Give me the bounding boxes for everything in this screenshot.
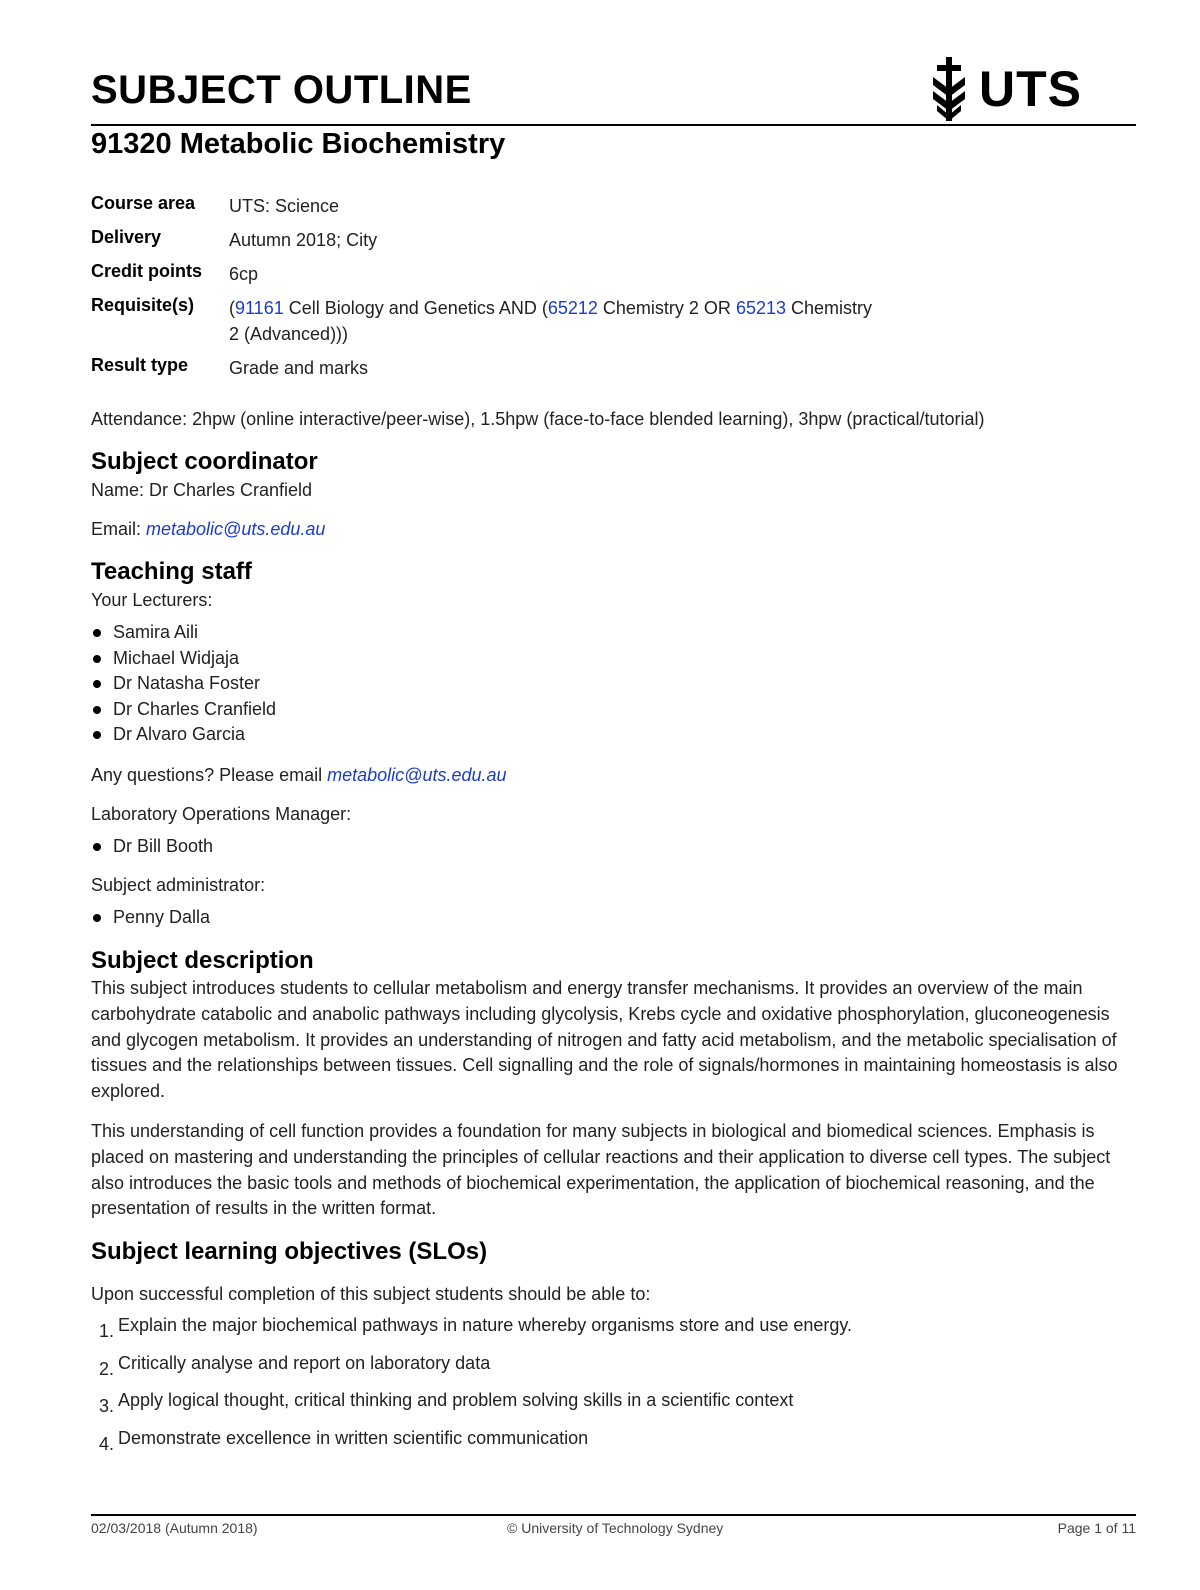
teaching-staff-heading: Teaching staff xyxy=(91,558,252,585)
coordinator-email-label: Email: xyxy=(91,519,147,539)
list-item xyxy=(91,1387,852,1425)
coordinator-name: Name: Dr Charles Cranfield xyxy=(91,480,313,500)
footer-date: 02/03/2018 (Autumn 2018) xyxy=(91,1520,258,1536)
list-item: Michael Widjaja xyxy=(91,646,276,672)
coordinator-email-line xyxy=(91,516,325,542)
requisites-label: Requisite(s) xyxy=(91,295,195,315)
requisite-link-65213[interactable]: 65213 xyxy=(735,298,786,318)
description-body xyxy=(91,976,1131,1222)
description-heading: Subject description xyxy=(91,947,314,974)
administrator-label: Subject administrator: xyxy=(91,875,266,895)
requisite-text: ( xyxy=(229,298,235,318)
list-item: Dr Alvaro Garcia xyxy=(91,722,276,748)
requisite-text: 2 (Advanced))) xyxy=(229,324,349,344)
list-item xyxy=(91,1312,852,1350)
list-item: Samira Aili xyxy=(91,620,276,646)
slo-text: Critically analyse and report on laboratory data xyxy=(118,1352,491,1373)
coordinator-email-link[interactable]: metabolic@uts.edu.au xyxy=(146,519,326,539)
lab-manager-label: Laboratory Operations Manager: xyxy=(91,804,352,824)
requisite-text: Chemistry xyxy=(786,298,873,318)
slo-text: Explain the major biochemical pathways in nature whereby organisms store and use energy. xyxy=(118,1315,853,1335)
document-page xyxy=(91,0,1136,1590)
description-paragraph-2: This understanding of cell function provides a foundation for many subjects in biological and biomedical sciences. Emphasis is placed on mastering and understanding the principles of cellular reactions and their application to diverse cell types. The subject also introduces the basic tools and methods of biochemical experimentation, the application of biochemical reasoning, and the presentation of results in the written format. xyxy=(91,1120,1111,1219)
coordinator-heading: Subject coordinator xyxy=(91,448,318,475)
requisite-text: Chemistry 2 OR xyxy=(597,298,736,318)
course-area-label: Course area xyxy=(91,193,196,213)
footer-divider xyxy=(91,1514,1136,1516)
slo-number: 1. xyxy=(99,1321,115,1341)
list-item xyxy=(91,1350,852,1388)
list-item xyxy=(91,1425,852,1463)
requisites-row xyxy=(91,295,969,355)
result-type-value: Grade and marks xyxy=(229,358,369,378)
subject-details xyxy=(91,193,969,389)
credit-points-label: Credit points xyxy=(91,261,202,281)
slo-number: 3. xyxy=(99,1396,115,1416)
slo-text: Demonstrate excellence in written scientific communication xyxy=(118,1427,589,1448)
questions-text: Any questions? Please email xyxy=(91,765,328,785)
list-item: Penny Dalla xyxy=(91,905,210,931)
slo-number: 2. xyxy=(99,1358,115,1379)
requisite-link-65212[interactable]: 65212 xyxy=(547,298,598,318)
requisites-value xyxy=(229,295,969,355)
page-footer xyxy=(91,1520,1136,1540)
list-item: Dr Bill Booth xyxy=(91,834,213,860)
course-area-value: UTS: Science xyxy=(229,196,340,216)
questions-email-link[interactable]: metabolic@uts.edu.au xyxy=(327,765,507,785)
slos-heading: Subject learning objectives (SLOs) xyxy=(91,1238,488,1265)
course-area-row xyxy=(91,193,969,227)
slos-intro: Upon successful completion of this subject students should be able to: xyxy=(91,1284,651,1304)
requisite-link-91161[interactable]: 91161 xyxy=(235,298,284,318)
lecturers-label: Your Lecturers: xyxy=(91,590,213,610)
slo-number: 4. xyxy=(99,1433,115,1454)
footer-copyright: © University of Technology Sydney xyxy=(507,1520,724,1536)
uts-crest-icon xyxy=(929,57,969,121)
administrator-list xyxy=(91,905,210,931)
header-divider xyxy=(91,124,1136,126)
footer-page-number: Page 1 of 11 xyxy=(1057,1520,1136,1536)
delivery-value: Autumn 2018; City xyxy=(229,230,378,250)
credit-points-row xyxy=(91,261,969,295)
requisite-text: Cell Biology and Genetics AND ( xyxy=(283,298,548,318)
document-heading: SUBJECT OUTLINE xyxy=(91,68,472,112)
description-paragraph-1: This subject introduces students to cellular metabolism and energy transfer mechanisms. It provides an overview of the main carbohydrate catabolic and anabolic pathways including glycolysis, Krebs cycle and oxidative phosphorylation, gluconeogenesis and glycogen metabolism. It provides an understanding of nitrogen and fatty acid metabolism, and the metabolic specialisation of tissues and the relationships between tissues. Cell signalling and the role of signals/hormones in maintaining homeostasis is also explored. xyxy=(91,978,1118,1102)
result-type-label: Result type xyxy=(91,355,189,375)
uts-logo xyxy=(929,56,1082,122)
delivery-row xyxy=(91,227,969,261)
list-item: Dr Charles Cranfield xyxy=(91,697,276,723)
questions-line xyxy=(91,762,507,788)
lab-manager-list xyxy=(91,834,213,860)
attendance-text: Attendance: 2hpw (online interactive/peer-wise), 1.5hpw (face-to-face blended learning), 3hpw (practical/tutorial) xyxy=(91,409,985,429)
result-type-row xyxy=(91,355,969,389)
lecturers-list xyxy=(91,620,276,748)
subject-title: 91320 Metabolic Biochemistry xyxy=(91,128,506,160)
slo-text: Apply logical thought, critical thinking and problem solving skills in a scientific context xyxy=(118,1390,794,1410)
slos-list xyxy=(91,1312,852,1462)
list-item: Dr Natasha Foster xyxy=(91,671,276,697)
credit-points-value: 6cp xyxy=(229,264,259,284)
uts-logo-text: UTS xyxy=(979,61,1082,117)
delivery-label: Delivery xyxy=(91,227,162,247)
